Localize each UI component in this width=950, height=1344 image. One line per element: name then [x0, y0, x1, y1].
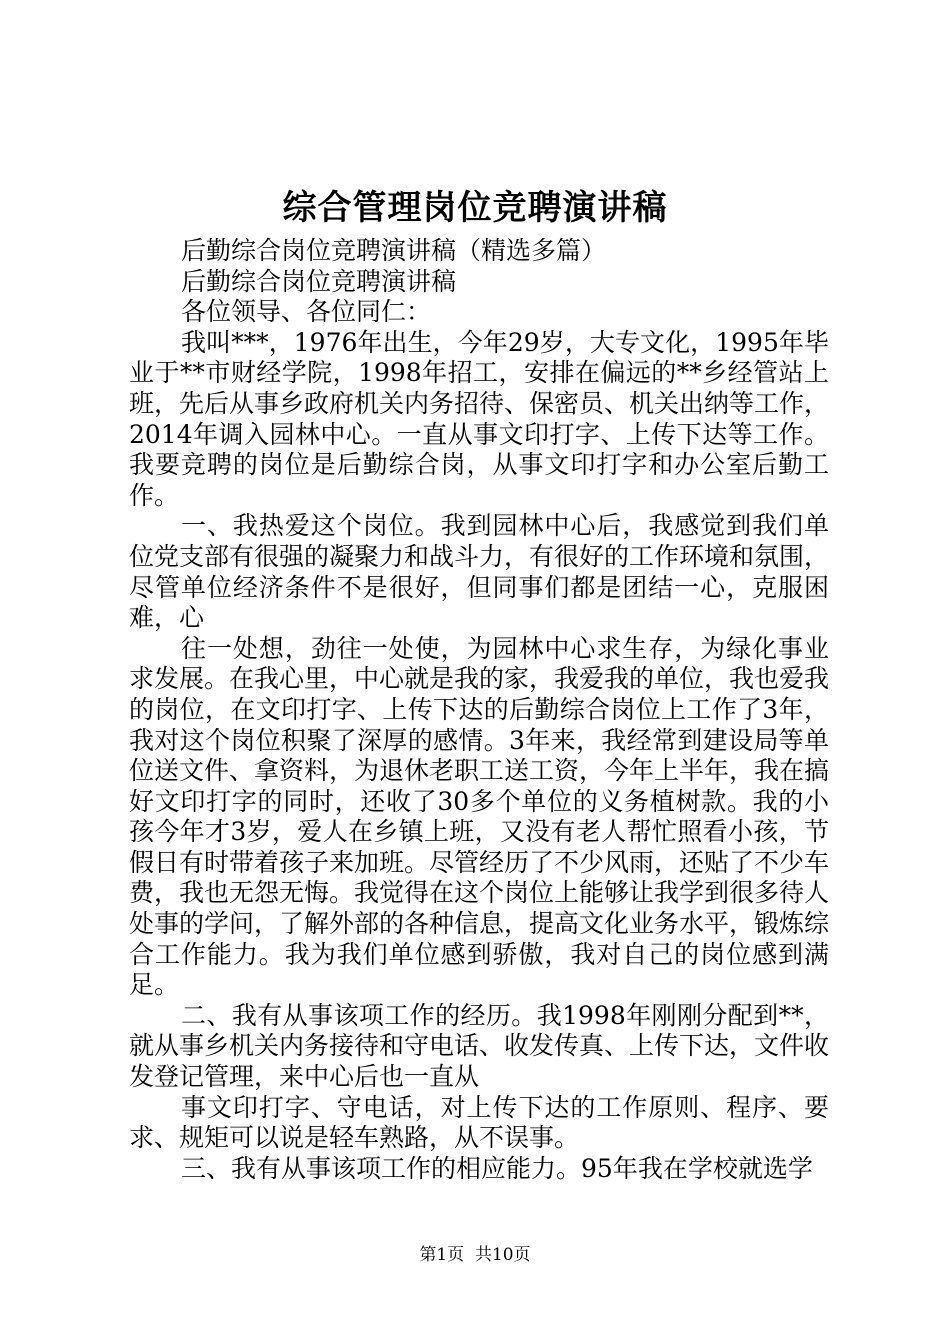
paragraph-point-one-continued: 往一处想，劲往一处使，为园林中心求生存，为绿化事业求发展。在我心里，中心就是我的家，我爱我的单位，我也爱我的岗位，在文印打字、上传下达的后勤综合岗位上工作了3年，我对这个岗位积聚了深厚的感情。3年来，我经常到建设局等单位送文件、拿资料，为退休老职工送工资，今年上半年，我在搞好文印打字的同时，还收了30多个单位的义务植树款。我的小孩今年才3岁，爱人在乡镇上班，又没有老人帮忙照看小孩，节假日有时带着孩子来加班。尽管经历了不少风雨，还贴了不少车费，我也无怨无悔。我觉得在这个岗位上能够让我学到很多待人处事的学问，了解外部的各种信息，提高文化业务水平，锻炼综合工作能力。我为我们单位感到骄傲，我对自己的岗位感到满足。 [129, 633, 830, 1000]
paragraph-point-two: 二、我有从事该项工作的经历。我1998年刚刚分配到**，就从事乡机关内务接待和守电话、收发传真、上传下达，文件收发登记管理，来中心后也一直从 [129, 1000, 830, 1092]
document-body [129, 236, 829, 1184]
paragraph-salutation: 各位领导、各位同仁： [181, 297, 432, 327]
paragraph-subtitle: 后勤综合岗位竞聘演讲稿（精选多篇） [181, 236, 607, 265]
paragraph-point-three: 三、我有从事该项工作的相应能力。95年我在学校就选学 [181, 1153, 813, 1183]
paragraph-introduction: 我叫***，1976年出生，今年29岁，大专文化，1995年毕业于**市财经学院，1998年招工，安排在偏远的**乡经管站上班，先后从事乡政府机关内务招待、保密员、机关出纳等工作，2014年调入园林中心。一直从事文印打字、上传下达等工作。我要竞聘的岗位是后勤综合岗，从事文印打字和办公室后勤工作。 [129, 327, 830, 510]
paragraph-point-two-continued: 事文印打字、守电话，对上传下达的工作原则、程序、要求、规矩可以说是轻车熟路，从不误事。 [129, 1092, 829, 1153]
paragraph-point-one: 一、我热爱这个岗位。我到园林中心后，我感觉到我们单位党支部有很强的凝聚力和战斗力，有很好的工作环境和氛围，尽管单位经济条件不是很好，但同事们都是团结一心，克服困难，心 [129, 511, 830, 633]
page-footer [0, 1243, 950, 1267]
page-number-label: 第1页 共10页 [419, 1245, 531, 1265]
paragraph-heading: 后勤综合岗位竞聘演讲稿 [181, 266, 457, 296]
document-title: 综合管理岗位竞聘演讲稿 [282, 188, 668, 228]
